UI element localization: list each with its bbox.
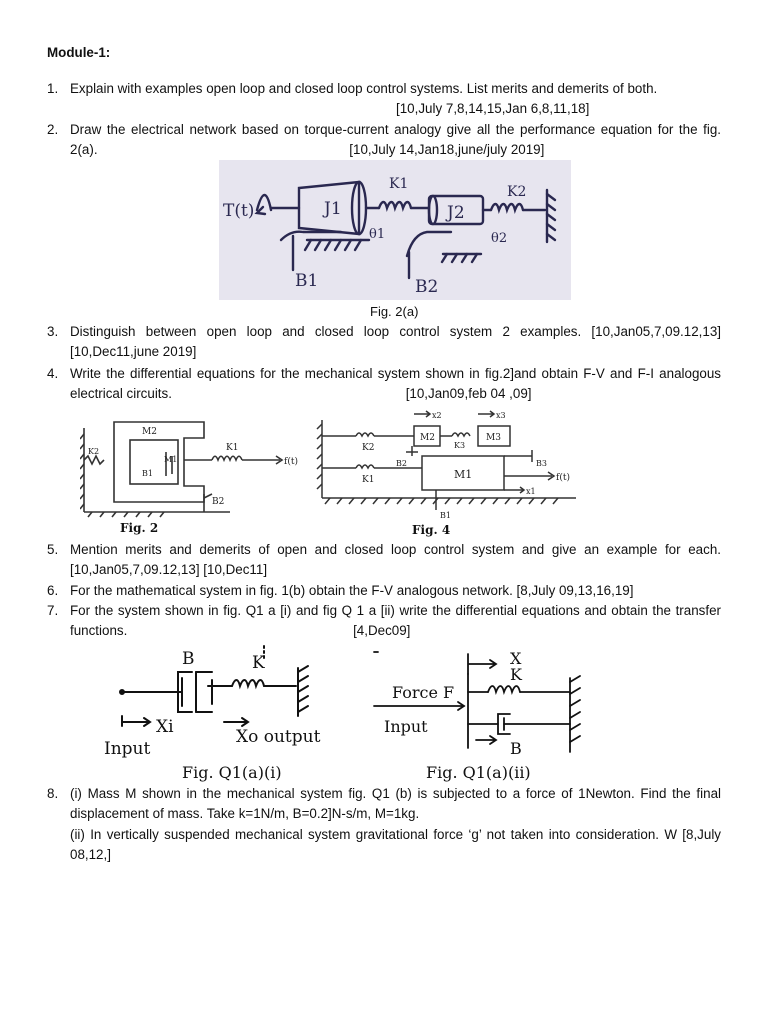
question-number: 7. xyxy=(47,603,59,618)
question-text: Distinguish between open loop and closed loop control system 2 examples. [10,Jan05,7,09.12,13] [10,Dec11,june 2019] xyxy=(70,324,721,360)
rotational-system-diagram xyxy=(219,160,571,300)
question-text: For the mathematical system in fig. 1(b) obtain the F-V analogous network. [8,July 09,13,16,19] xyxy=(70,583,634,598)
input-label: Input xyxy=(104,739,151,759)
mass-spring-diagram-fig4 xyxy=(316,406,612,540)
b2-label: B2 xyxy=(415,277,439,297)
k1-label: K1 xyxy=(226,443,239,453)
figure-2a xyxy=(219,160,571,300)
question-3 xyxy=(47,322,721,363)
m2-label: M2 xyxy=(142,427,157,437)
question-text: (i) Mass M shown in the mechanical system fig. Q1 (b) is subjected to a force of 1Newton. Find the final displacement of mass. Take k=1N/m, B=0.2]N-s/m, M=1kg. xyxy=(70,786,721,822)
x-label: X xyxy=(510,649,522,668)
torque-label: T(t) xyxy=(223,201,255,221)
figure-q1aii-caption: Fig. Q1(a)(ii) xyxy=(426,763,531,782)
k2-label: K2 xyxy=(362,443,375,453)
k3-label: K3 xyxy=(454,441,466,450)
xi-label: Xi xyxy=(156,717,174,737)
question-reference: [10,Jan09,feb 04 ,09] xyxy=(405,386,532,402)
x2-label: x2 xyxy=(432,411,442,420)
question-8 xyxy=(47,784,721,866)
question-1 xyxy=(47,79,721,120)
figure-2 xyxy=(80,412,316,540)
question-number: 4. xyxy=(47,366,59,381)
question-number: 6. xyxy=(47,583,59,598)
figure-2-caption: Fig. 2 xyxy=(120,521,159,535)
k-label: K xyxy=(252,653,265,673)
j1-label: J1 xyxy=(324,199,342,219)
b-label: B xyxy=(182,649,195,669)
question-text-part-2: (ii) In vertically suspended mechanical system gravitational force ‘g’ not taken into consideration. W [8,July 08,12,] xyxy=(70,826,721,863)
figure-2a-caption: Fig. 2(a) xyxy=(370,304,419,319)
figure-q1ai xyxy=(100,642,364,784)
figure-4 xyxy=(316,406,612,540)
question-number: 5. xyxy=(47,542,59,557)
k-label: K xyxy=(510,665,522,684)
m1-label: M1 xyxy=(454,468,473,481)
figure-q1ai-caption: Fig. Q1(a)(i) xyxy=(182,763,282,782)
b1-label: B1 xyxy=(142,469,153,478)
b1-label: B1 xyxy=(295,271,319,291)
b1-label: B1 xyxy=(440,511,451,520)
module-heading: Module-1: xyxy=(47,45,111,60)
question-text: Draw the electrical network based on torque-current analogy give all the performance equation for the fig. 2(a). xyxy=(70,122,721,158)
k1-label: K1 xyxy=(362,475,375,485)
damper-spring-diagram-i xyxy=(100,642,364,784)
force-label: f(t) xyxy=(284,457,298,467)
question-number: 1. xyxy=(47,81,59,96)
x1-label: x1 xyxy=(526,487,536,496)
question-reference: [4,Dec09] xyxy=(353,623,411,639)
question-text: Write the differential equations for the mechanical system shown in fig.2]and obtain F-V and F-I analogous electrical circuits. xyxy=(70,366,721,402)
mass-spring-diagram-fig2 xyxy=(80,412,316,540)
input-label: Input xyxy=(384,717,428,736)
force-label: Force F xyxy=(392,683,455,702)
b2-label: B2 xyxy=(212,497,225,507)
k2-label: K2 xyxy=(507,184,527,200)
b3-label: B3 xyxy=(536,459,547,468)
m1-label: M1 xyxy=(164,455,178,464)
damper-spring-diagram-ii xyxy=(370,648,596,784)
b2-label: B2 xyxy=(396,459,407,468)
question-reference: [10,July 14,Jan18,june/july 2019] xyxy=(349,142,545,158)
question-text: For the system shown in fig. Q1 a [i) and fig Q 1 a [ii) write the differential equations and obtain the transfer functions. xyxy=(70,603,721,639)
b-label: B xyxy=(510,739,522,758)
k1-label: K1 xyxy=(389,176,409,192)
j2-label: J2 xyxy=(447,203,465,223)
question-4 xyxy=(47,364,721,405)
question-7 xyxy=(47,601,721,642)
question-5 xyxy=(47,540,721,581)
m2-label: M2 xyxy=(420,433,435,443)
m3-label: M3 xyxy=(486,433,501,443)
question-number: 2. xyxy=(47,122,59,137)
k2-label: K2 xyxy=(88,447,100,456)
xo-label: Xo output xyxy=(236,727,321,747)
force-label: f(t) xyxy=(556,473,570,483)
theta2-label: θ2 xyxy=(491,231,508,246)
x3-label: x3 xyxy=(496,411,506,420)
question-number: 8. xyxy=(47,786,59,801)
figure-q1aii xyxy=(370,648,596,784)
question-reference: [10,July 7,8,14,15,Jan 6,8,11,18] xyxy=(396,101,590,117)
question-text: Explain with examples open loop and closed loop control systems. List merits and demerits of both. xyxy=(70,81,658,96)
theta1-label: θ1 xyxy=(369,227,386,242)
question-6 xyxy=(47,581,721,601)
question-2 xyxy=(47,120,721,161)
question-number: 3. xyxy=(47,324,59,339)
question-text: Mention merits and demerits of open and closed loop control system and give an example for each. [10,Jan05,7,09.12,13] [10,Dec11] xyxy=(70,542,721,578)
figure-4-caption: Fig. 4 xyxy=(412,523,451,537)
